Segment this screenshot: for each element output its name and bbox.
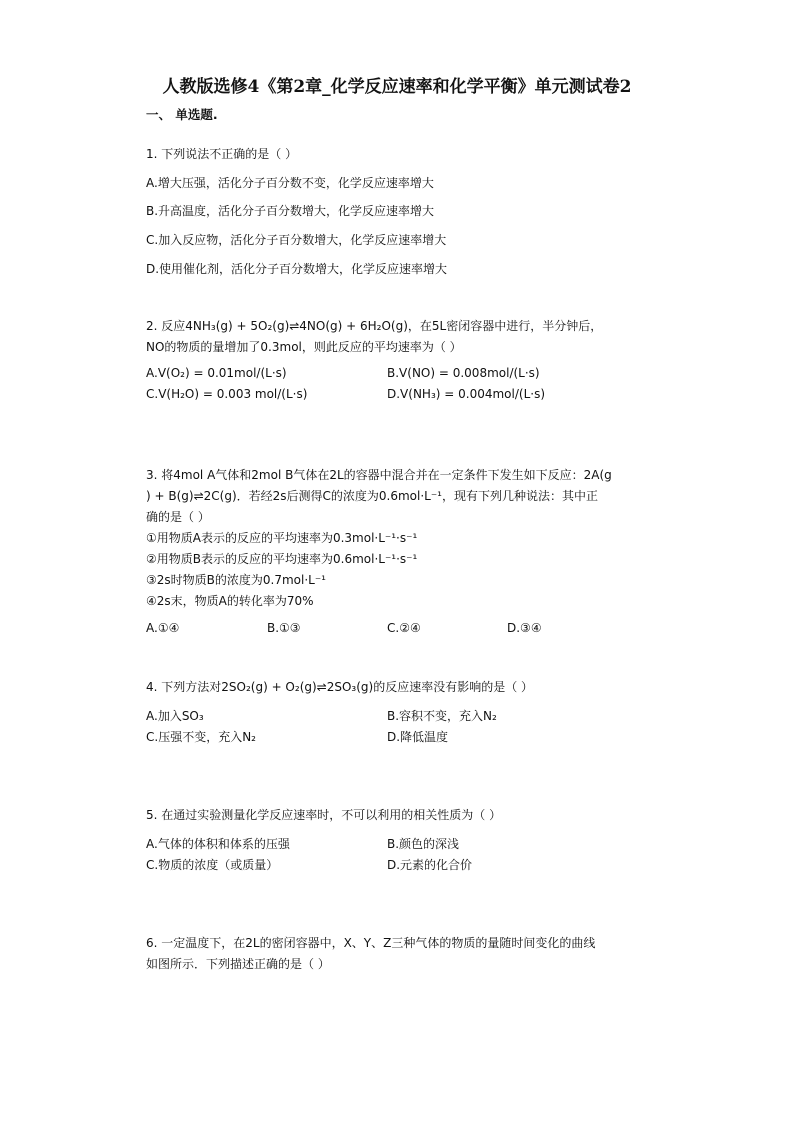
- question-6-stem-line-1: 6. 一定温度下，在2L的密闭容器中，X、Y、Z三种气体的物质的量随时间变化的曲线: [146, 936, 596, 950]
- question-5-option-a: A.气体的体积和体系的压强: [146, 837, 290, 851]
- question-3-stem-line-2: ) + B(g)⇌2C(g)．若经2s后测得C的浓度为0.6mol·L⁻¹，现有下列几种说法：其中正: [146, 489, 598, 503]
- question-1-option-b: B.升高温度，活化分子百分数增大，化学反应速率增大: [146, 204, 435, 218]
- question-4-option-a: A.加入SO₃: [146, 709, 204, 723]
- question-4-stem: 4. 下列方法对2SO₂(g) + O₂(g)⇌2SO₃(g)的反应速率没有影响的是（ ）: [146, 680, 534, 694]
- question-3-option-c: C.②④: [387, 621, 421, 635]
- question-6-stem-line-2: 如图所示．下列描述正确的是（ ）: [146, 957, 330, 971]
- question-2-option-c: C.V(H₂O) = 0.003 mol/(L·s): [146, 387, 308, 401]
- section-heading: 一、 单选题.: [146, 107, 218, 122]
- question-1-option-a: A.增大压强，活化分子百分数不变，化学反应速率增大: [146, 176, 434, 190]
- question-3-statement-4: ④2s末，物质A的转化率为70%: [146, 594, 314, 608]
- question-2-stem-line-1: 2. 反应4NH₃(g) + 5O₂(g)⇌4NO(g) + 6H₂O(g)，在5L密闭容器中进行，半分钟后，: [146, 319, 603, 333]
- question-1-stem: 1. 下列说法不正确的是（ ）: [146, 147, 298, 161]
- question-3-stem-line-1: 3. 将4mol A气体和2mol B气体在2L的容器中混合并在一定条件下发生如下反应：2A(g: [146, 468, 612, 482]
- question-2-option-d: D.V(NH₃) = 0.004mol/(L·s): [387, 387, 545, 401]
- question-1-option-d: D.使用催化剂，活化分子百分数增大，化学反应速率增大: [146, 262, 448, 276]
- document-title: 人教版选修4《第2章_化学反应速率和化学平衡》单元测试卷2: [162, 77, 632, 97]
- question-2-stem-line-2: NO的物质的量增加了0.3mol，则此反应的平均速率为（ ）: [146, 340, 462, 354]
- question-5-stem: 5. 在通过实验测量化学反应速率时，不可以利用的相关性质为（ ）: [146, 808, 502, 822]
- question-5-option-c: C.物质的浓度（或质量）: [146, 858, 279, 872]
- question-5-option-b: B.颜色的深浅: [387, 837, 460, 851]
- question-3-stem-line-3: 确的是（ ）: [146, 510, 210, 524]
- question-4-option-d: D.降低温度: [387, 730, 449, 744]
- question-3-option-d: D.③④: [507, 621, 542, 635]
- question-3-statement-2: ②用物质B表示的反应的平均速率为0.6mol·L⁻¹·s⁻¹: [146, 552, 418, 566]
- question-3-statement-3: ③2s时物质B的浓度为0.7mol·L⁻¹: [146, 573, 326, 587]
- question-4-option-b: B.容积不变，充入N₂: [387, 709, 497, 723]
- question-5-option-d: D.元素的化合价: [387, 858, 473, 872]
- question-2-option-a: A.V(O₂) = 0.01mol/(L·s): [146, 366, 287, 380]
- question-2-option-b: B.V(NO) = 0.008mol/(L·s): [387, 366, 540, 380]
- question-4-option-c: C.压强不变，充入N₂: [146, 730, 256, 744]
- question-3-option-a: A.①④: [146, 621, 180, 635]
- question-3-statement-1: ①用物质A表示的反应的平均速率为0.3mol·L⁻¹·s⁻¹: [146, 531, 418, 545]
- question-3-option-b: B.①③: [267, 621, 301, 635]
- question-1-option-c: C.加入反应物，活化分子百分数增大，化学反应速率增大: [146, 233, 447, 247]
